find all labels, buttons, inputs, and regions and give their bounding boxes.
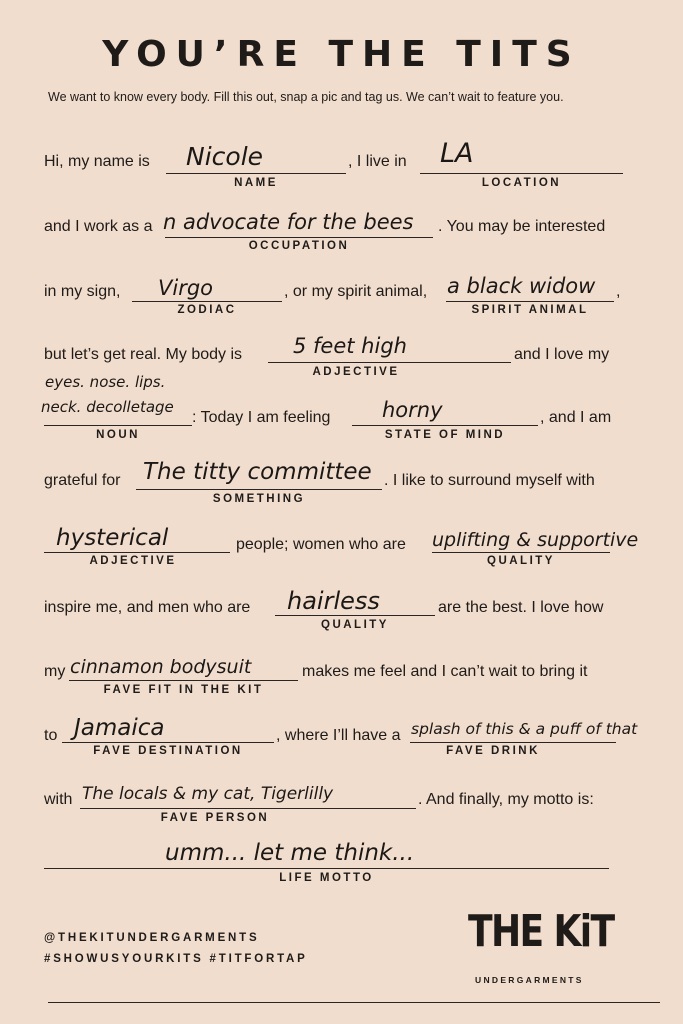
quality-label: QUALITY (321, 619, 389, 631)
adjective-blank (268, 362, 511, 363)
prompt-text: , I live in (348, 153, 407, 170)
noun-label: NOUN (96, 429, 140, 441)
adjective-blank (44, 552, 230, 553)
state-of-mind-label: STATE OF MIND (384, 429, 506, 441)
adjective-label: ADJECTIVE (89, 555, 177, 567)
prompt-text: Hi, my name is (44, 153, 150, 170)
fave-person-blank (80, 808, 416, 809)
prompt-text: and I work as a (44, 218, 153, 235)
state-of-mind-blank (352, 425, 538, 426)
spirit-animal-label: SPIRIT ANIMAL (471, 304, 589, 316)
life-motto-label: LIFE MOTTO (279, 872, 374, 884)
prompt-text: : Today I am feeling (192, 409, 331, 426)
bottom-divider (48, 1002, 660, 1003)
fave-destination-blank (62, 742, 274, 743)
quality-value: hairless (287, 587, 380, 615)
state-of-mind-value: horny (382, 398, 443, 422)
name-label: NAME (234, 177, 278, 189)
prompt-text: people; women who are (236, 536, 406, 553)
prompt-text: , where I’ll have a (276, 727, 401, 744)
hashtags: #SHOWUSYOURKITS #TITFORTAP (44, 953, 308, 965)
page-title: YOU’RE THE TITS (102, 34, 581, 75)
brand-logo-subtext: UNDERGARMENTS (475, 975, 584, 985)
something-label: SOMETHING (212, 493, 306, 505)
noun-value-line2: neck. decolletage (41, 398, 174, 416)
intro-text: We want to know every body. Fill this out, snap a pic and tag us. We can’t wait to feature you. (48, 90, 564, 104)
fave-person-value: The locals & my cat, Tigerlilly (82, 784, 334, 804)
prompt-text: with (44, 791, 73, 808)
quality-blank (432, 552, 610, 553)
spirit-animal-blank (446, 301, 614, 302)
fave-fit-label: FAVE FIT IN THE KIT (103, 684, 264, 696)
prompt-text: . I like to surround myself with (384, 472, 595, 489)
quality-value: uplifting & supportive (432, 529, 639, 551)
prompt-text: to (44, 727, 58, 744)
prompt-text: , (616, 283, 621, 300)
location-value: LA (440, 138, 474, 169)
prompt-text: my (44, 663, 66, 680)
instagram-handle: @THEKITUNDERGARMENTS (44, 932, 260, 944)
name-value: Nicole (186, 142, 264, 171)
zodiac-blank (132, 301, 282, 302)
prompt-text: are the best. I love how (438, 599, 604, 616)
occupation-label: OCCUPATION (248, 240, 350, 252)
quality-label: QUALITY (487, 555, 555, 567)
zodiac-label: ZODIAC (177, 304, 237, 316)
prompt-text: and I love my (514, 346, 610, 363)
prompt-text: grateful for (44, 472, 121, 489)
fave-person-label: FAVE PERSON (160, 812, 270, 824)
location-label: LOCATION (481, 177, 562, 189)
something-blank (136, 489, 382, 490)
prompt-text: . You may be interested (438, 218, 606, 235)
fave-drink-value: splash of this & a puff of that (411, 720, 638, 738)
adjective-value: hysterical (56, 525, 169, 551)
fave-fit-blank (69, 680, 298, 681)
prompt-text: inspire me, and men who are (44, 599, 251, 616)
fave-fit-value: cinnamon bodysuit (70, 656, 252, 678)
something-value: The titty committee (143, 459, 372, 485)
occupation-value: n advocate for the bees (163, 210, 414, 234)
adjective-value: 5 feet high (293, 334, 407, 358)
fave-drink-blank (410, 742, 616, 743)
brand-logo: THE KiT (468, 906, 614, 957)
quality-blank (275, 615, 435, 616)
spirit-animal-value: a black widow (447, 274, 596, 298)
life-motto-value: umm... let me think... (165, 840, 415, 866)
name-blank (166, 173, 346, 174)
occupation-blank (165, 237, 433, 238)
adjective-label: ADJECTIVE (312, 366, 400, 378)
prompt-text: , and I am (540, 409, 612, 426)
fave-drink-label: FAVE DRINK (446, 745, 540, 757)
prompt-text: in my sign, (44, 283, 121, 300)
noun-blank (44, 425, 192, 426)
fave-destination-value: Jamaica (74, 715, 165, 741)
prompt-text: , or my spirit animal, (284, 283, 428, 300)
prompt-text: but let’s get real. My body is (44, 346, 243, 363)
prompt-text: makes me feel and I can’t wait to bring it (302, 663, 588, 680)
prompt-text: . And finally, my motto is: (418, 791, 594, 808)
fave-destination-label: FAVE DESTINATION (93, 745, 243, 757)
noun-value-line1: eyes. nose. lips. (45, 373, 166, 391)
life-motto-blank (44, 868, 609, 869)
location-blank (420, 173, 623, 174)
zodiac-value: Virgo (158, 276, 214, 300)
